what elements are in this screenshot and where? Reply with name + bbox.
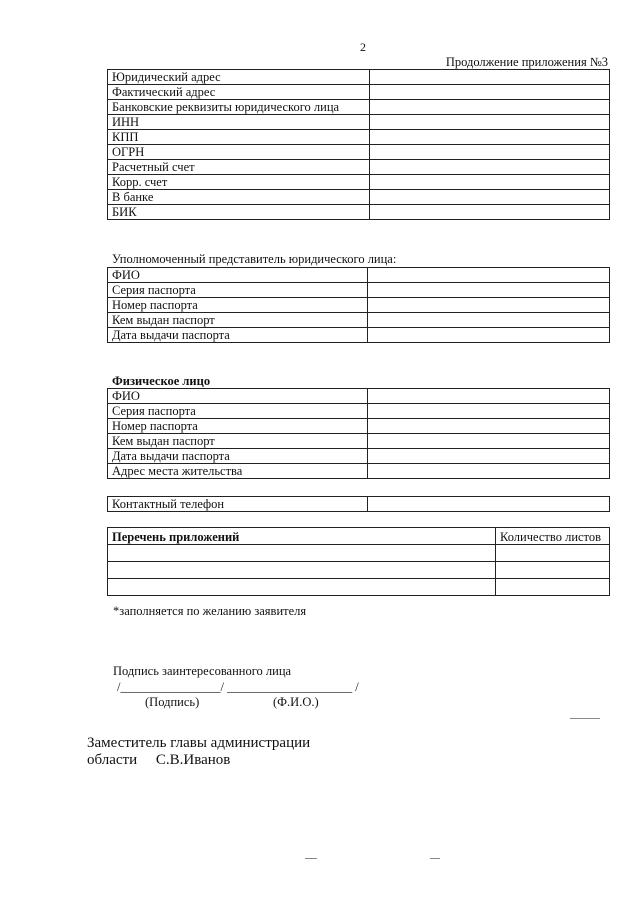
attachment-name-cell[interactable] (108, 545, 496, 562)
attachments-name-header: Перечень приложений (108, 528, 496, 545)
table-row (108, 389, 610, 404)
table-row (108, 205, 610, 220)
field-value[interactable] (369, 175, 609, 190)
name-label: (Ф.И.О.) (273, 695, 319, 709)
scan-artifact (570, 718, 600, 719)
representative-table (107, 267, 610, 343)
table-row (108, 283, 610, 298)
field-value[interactable] (369, 160, 609, 175)
contact-table (107, 496, 610, 512)
field-label: ФИО (108, 268, 368, 283)
attachment-count-cell[interactable] (496, 545, 610, 562)
table-row (108, 562, 610, 579)
field-label: Серия паспорта (108, 404, 368, 419)
table-row (108, 115, 610, 130)
field-label: Серия паспорта (108, 283, 368, 298)
field-label: Корр. счет (108, 175, 370, 190)
field-label: Фактический адрес (108, 85, 370, 100)
field-value[interactable] (367, 283, 609, 298)
field-value[interactable] (369, 70, 609, 85)
table-row (108, 298, 610, 313)
field-value[interactable] (367, 328, 609, 343)
field-value[interactable] (367, 434, 609, 449)
field-label: В банке (108, 190, 370, 205)
field-value[interactable] (367, 419, 609, 434)
field-value[interactable] (367, 313, 609, 328)
table-row (108, 579, 610, 596)
field-value[interactable] (369, 145, 609, 160)
footer-position: Заместитель главы администрации (87, 735, 311, 751)
signature-title: Подпись заинтересованного лица (113, 664, 292, 678)
table-row (108, 313, 610, 328)
contact-phone-value[interactable] (367, 497, 609, 512)
attachment-name-cell[interactable] (108, 562, 496, 579)
scan-artifact (305, 858, 317, 859)
field-label: Номер паспорта (108, 298, 368, 313)
page-number: 2 (360, 40, 366, 54)
table-row (108, 434, 610, 449)
signature-line[interactable]: /________________/ ____________________ / (117, 680, 359, 694)
table-header-row (108, 528, 610, 545)
field-label: Номер паспорта (108, 419, 368, 434)
field-value[interactable] (369, 115, 609, 130)
table-row (108, 190, 610, 205)
table-row (108, 545, 610, 562)
individual-heading: Физическое лицо (112, 374, 211, 388)
field-value[interactable] (369, 100, 609, 115)
attachments-count-header: Количество листов (496, 528, 610, 545)
field-value[interactable] (367, 298, 609, 313)
table-row (108, 449, 610, 464)
field-label: Дата выдачи паспорта (108, 328, 368, 343)
field-label: ИНН (108, 115, 370, 130)
field-label: Кем выдан паспорт (108, 434, 368, 449)
table-row (108, 175, 610, 190)
attachment-name-cell[interactable] (108, 579, 496, 596)
signature-label: (Подпись) (145, 695, 200, 709)
attachment-count-cell[interactable] (496, 579, 610, 596)
field-label: Юридический адрес (108, 70, 370, 85)
legal-entity-table (107, 69, 610, 220)
field-label: БИК (108, 205, 370, 220)
table-row (108, 497, 610, 512)
table-row (108, 464, 610, 479)
field-label: ФИО (108, 389, 368, 404)
field-label: КПП (108, 130, 370, 145)
contact-phone-label: Контактный телефон (108, 497, 368, 512)
table-row (108, 419, 610, 434)
table-row (108, 70, 610, 85)
field-label: Дата выдачи паспорта (108, 449, 368, 464)
field-value[interactable] (367, 268, 609, 283)
table-row (108, 160, 610, 175)
field-label: Банковские реквизиты юридического лица (108, 100, 370, 115)
field-label: Расчетный счет (108, 160, 370, 175)
table-row (108, 85, 610, 100)
field-label: Адрес места жительства (108, 464, 368, 479)
scan-artifact (430, 858, 440, 859)
continuation-label: Продолжение приложения №3 (445, 55, 608, 69)
table-row (108, 130, 610, 145)
field-value[interactable] (369, 85, 609, 100)
field-label: Кем выдан паспорт (108, 313, 368, 328)
attachments-table (107, 527, 610, 596)
individual-table (107, 388, 610, 479)
field-value[interactable] (369, 130, 609, 145)
field-value[interactable] (369, 205, 609, 220)
field-value[interactable] (367, 389, 609, 404)
table-row (108, 100, 610, 115)
representative-heading: Уполномоченный представитель юридического лица: (112, 252, 397, 266)
table-row (108, 145, 610, 160)
attachment-count-cell[interactable] (496, 562, 610, 579)
table-row (108, 268, 610, 283)
field-value[interactable] (367, 404, 609, 419)
field-value[interactable] (367, 449, 609, 464)
field-value[interactable] (367, 464, 609, 479)
table-row (108, 328, 610, 343)
table-row (108, 404, 610, 419)
footer-signatory: области С.В.Иванов (87, 752, 231, 768)
field-value[interactable] (369, 190, 609, 205)
optional-note: *заполняется по желанию заявителя (113, 604, 307, 618)
field-label: ОГРН (108, 145, 370, 160)
